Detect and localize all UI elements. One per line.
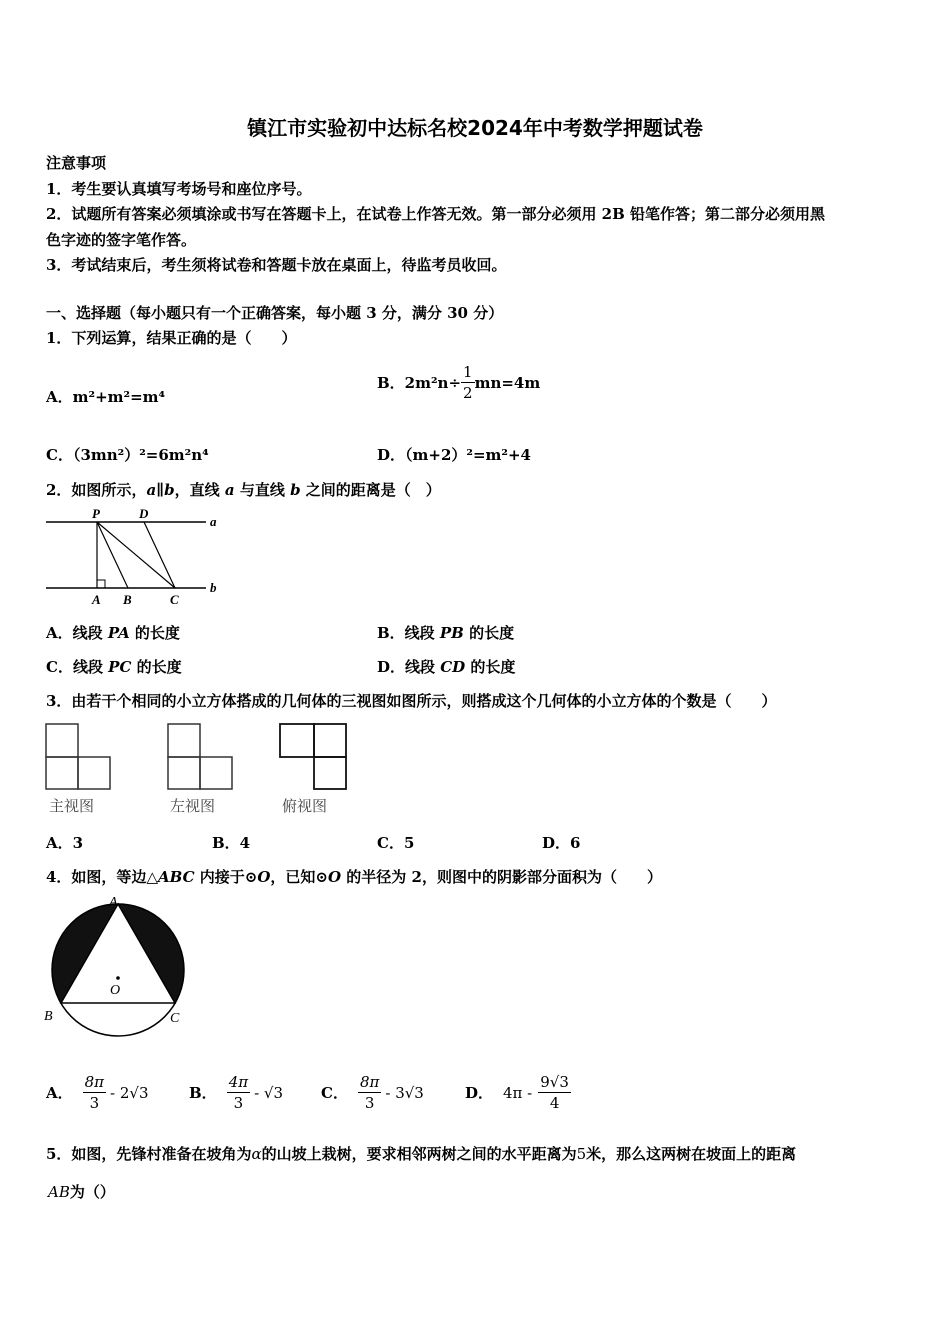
fraction <box>227 1072 250 1113</box>
label-A: A <box>92 592 101 607</box>
q1-b-post: mn=4m <box>474 373 541 392</box>
opt-text: A．线段 <box>46 624 108 642</box>
q2-stem-text: ，直线 <box>174 481 225 499</box>
var-b: b <box>164 481 175 499</box>
opt-var: PC <box>108 658 132 676</box>
section-heading: 一、选择题（每小题只有一个正确答案，每小题 3 分，满分 30 分） <box>46 304 504 322</box>
denominator: 4 <box>549 1094 560 1112</box>
opt-text: B．线段 <box>377 624 440 642</box>
page-title: 镇江市实验初中达标名校2024年中考数学押题试卷 <box>247 116 703 140</box>
var-abc: ABC <box>157 868 195 886</box>
q2-option-c <box>46 656 182 677</box>
q1-option-b <box>377 362 540 403</box>
q5-text: 米，那么这两树在坡面上的距离 <box>586 1145 797 1163</box>
var-o: O <box>327 868 342 886</box>
q1-option-a: A．m²+m²=m⁴ <box>46 388 166 406</box>
parallel-sign: ∥ <box>156 481 165 499</box>
front-view <box>46 724 110 815</box>
q4-option-d <box>465 1072 571 1113</box>
label-B: B <box>123 592 132 607</box>
label-a: A <box>109 895 118 910</box>
q4-figure <box>42 894 192 1029</box>
q3-three-views <box>44 722 354 817</box>
shaded-region <box>42 894 202 1063</box>
var-ab: AB <box>48 1183 70 1201</box>
q5-stem-line2 <box>48 1181 115 1202</box>
opt-label: D． <box>465 1084 494 1102</box>
q2-option-a <box>46 622 180 643</box>
opt-text: 的长度 <box>463 624 515 642</box>
denominator: 3 <box>89 1094 100 1112</box>
var-b: b <box>290 481 301 499</box>
q2-stem-text: 2．如图所示， <box>46 481 147 499</box>
view-label: 主视图 <box>49 797 95 815</box>
q2-stem <box>46 479 441 500</box>
q2-stem-text: 与直线 <box>234 481 291 499</box>
q2-figure <box>44 506 224 606</box>
q2-option-b <box>377 622 514 643</box>
opt-tail: - 3√3 <box>385 1083 424 1102</box>
opt-label: B． <box>189 1084 217 1102</box>
center-point <box>116 976 120 980</box>
opt-tail: - 2√3 <box>110 1083 149 1102</box>
label-o: O <box>110 983 121 998</box>
numerator: 4π <box>228 1073 249 1091</box>
var-o: O <box>257 868 271 886</box>
var-a: a <box>146 481 157 499</box>
notice-item: 3．考试结束后，考生须将试卷和答题卡放在桌面上，待监考员收回。 <box>46 256 507 274</box>
opt-text: 的长度 <box>131 658 182 676</box>
view-label: 左视图 <box>170 797 216 815</box>
label-c: C <box>170 1011 180 1026</box>
opt-var: CD <box>440 658 466 676</box>
q4-option-a <box>46 1072 149 1113</box>
denominator: 3 <box>233 1094 244 1112</box>
var-alpha: α <box>251 1145 262 1163</box>
q4-stem-text: ，已知⊙ <box>270 868 328 886</box>
var-a: a <box>224 481 235 499</box>
q1-stem: 1．下列运算，结果正确的是（ ） <box>46 329 297 347</box>
segment-dc <box>144 522 175 588</box>
opt-text: C．线段 <box>46 658 109 676</box>
denominator: 2 <box>463 384 473 402</box>
q2-stem-text: 之间的距离是（ ） <box>300 481 441 499</box>
top-view <box>280 724 346 815</box>
q4-stem-text: 4．如图，等边△ <box>46 868 158 886</box>
q3-option-b: B．4 <box>212 834 251 852</box>
q4-option-c <box>321 1072 424 1113</box>
notice-heading: 注意事项 <box>46 154 107 172</box>
label-b-line: b <box>210 580 217 595</box>
notice-item: 色字迹的签字笔作答。 <box>46 231 197 249</box>
denominator: 3 <box>364 1094 375 1112</box>
segment-pc <box>97 522 175 588</box>
opt-head: 4π - <box>503 1083 533 1102</box>
left-view <box>168 724 232 815</box>
label-C: C <box>170 592 179 607</box>
numerator: 8π <box>84 1073 105 1091</box>
right-angle-mark <box>97 580 105 588</box>
label-a-line: a <box>210 514 217 529</box>
q5-text: 为（） <box>69 1183 115 1201</box>
fraction <box>461 362 475 403</box>
view-label: 俯视图 <box>282 797 328 815</box>
numerator: 1 <box>463 363 473 381</box>
label-d: D <box>139 506 149 521</box>
segment-pb <box>97 522 128 588</box>
q3-option-a: A．3 <box>46 834 84 852</box>
q3-option-d: D．6 <box>542 834 581 852</box>
q1-b-pre: B．2m²n÷ <box>377 374 462 392</box>
notice-item: 1．考生要认真填写考场号和座位序号。 <box>46 180 312 198</box>
fraction <box>538 1072 571 1113</box>
label-p: P <box>92 506 100 521</box>
numerator: 8π <box>359 1073 380 1091</box>
opt-text: 的长度 <box>465 658 516 676</box>
q5-text: 的山坡上栽树，要求相邻两树之间的水平距离为 <box>261 1145 577 1163</box>
opt-var: PA <box>107 624 130 642</box>
opt-text: D．线段 <box>377 658 441 676</box>
opt-label: C． <box>321 1084 348 1102</box>
opt-text: 的长度 <box>129 624 180 642</box>
q1-option-c: C．（3mn²）²=6m²n⁴ <box>46 446 209 464</box>
q5-stem-line1 <box>46 1143 796 1164</box>
numerator: 9√3 <box>540 1073 569 1091</box>
opt-label: A． <box>46 1084 73 1102</box>
label-b: B <box>44 1009 53 1024</box>
q4-stem-text: 的半径为 2，则图中的阴影部分面积为（ ） <box>341 868 662 886</box>
q4-stem-text: 内接于⊙ <box>194 868 258 886</box>
fraction <box>83 1072 106 1113</box>
q4-stem <box>46 866 662 887</box>
opt-var: PB <box>439 624 464 642</box>
opt-tail: - √3 <box>254 1083 284 1102</box>
q3-stem: 3．由若干个相同的小立方体搭成的几何体的三视图如图所示，则搭成这个几何体的小立方体的个数是（ ） <box>46 692 777 710</box>
q1-option-d: D．（m+2）²=m²+4 <box>377 446 531 464</box>
value-five: 5 <box>576 1145 587 1163</box>
q2-option-d <box>377 656 515 677</box>
q5-text: 5．如图，先锋村准备在坡角为 <box>46 1145 252 1163</box>
notice-item: 2．试题所有答案必须填涂或书写在答题卡上，在试卷上作答无效。第一部分必须用 2B 铅笔作答；第二部分必须用黑 <box>46 205 826 223</box>
fraction <box>358 1072 381 1113</box>
q3-option-c: C．5 <box>377 834 415 852</box>
q4-option-b <box>189 1072 283 1113</box>
